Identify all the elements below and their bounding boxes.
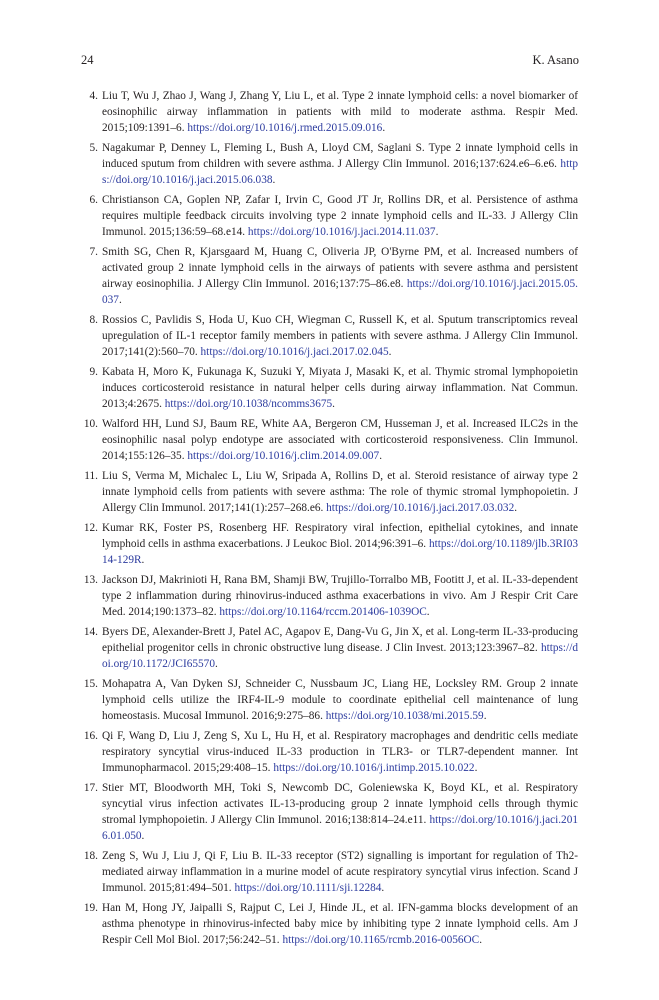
reference-end: . xyxy=(381,882,385,894)
reference-end: . xyxy=(332,398,335,410)
reference-number: 15. xyxy=(83,678,98,690)
running-header xyxy=(81,52,579,68)
reference-end: . xyxy=(435,226,439,238)
reference-item xyxy=(81,364,578,412)
reference-number: 17. xyxy=(83,782,98,794)
reference-item xyxy=(81,416,578,464)
reference-number: 8. xyxy=(89,314,98,326)
reference-end: . xyxy=(474,762,478,774)
reference-end: . xyxy=(141,554,145,566)
doi-link[interactable]: https://doi.org/10.1111/sji.12284 xyxy=(234,882,382,894)
doi-link[interactable]: https://doi.org/10.1016/j.jaci.2017.03.032 xyxy=(326,502,515,514)
reference-item xyxy=(81,244,578,308)
reference-text: Smith SG, Chen R, Kjarsgaard M, Huang C, Oliveria JP, O'Byrne PM, et al. Increased numbers of activated group 2 innate lymphoid cells in the airways of patients with severe asthma and persistent airway eosinophilia. J Allergy Clin Immunol. 2016;137:75–86.e8. xyxy=(102,246,578,290)
reference-end: . xyxy=(483,710,487,722)
reference-number: 12. xyxy=(83,522,98,534)
doi-link[interactable]: https://doi.org/10.1016/j.intimp.2015.10.022 xyxy=(273,762,475,774)
reference-text: Zeng S, Wu J, Liu J, Qi F, Liu B. IL-33 receptor (ST2) signalling is important for regulation of Th2-mediated airway inflammation in a murine model of acute respiratory syncytial virus infection. Scand J Immunol. 2015;81:494–501. xyxy=(102,850,578,894)
reference-number: 9. xyxy=(89,366,98,378)
reference-text: Liu T, Wu J, Zhao J, Wang J, Zhang Y, Liu L, et al. Type 2 innate lymphoid cells: a novel biomarker of eosinophilic airway inflammation in patients with mild to moderate asthma. Respir Med. 2015;109:1391–6. xyxy=(102,90,578,134)
doi-link[interactable]: https://doi.org/10.1164/rccm.201406-1039OC xyxy=(219,606,427,618)
reference-item xyxy=(81,848,578,896)
reference-number: 18. xyxy=(83,850,98,862)
reference-end: . xyxy=(379,450,383,462)
reference-number: 5. xyxy=(89,142,98,154)
reference-end: . xyxy=(426,606,430,618)
reference-number: 10. xyxy=(83,418,98,430)
doi-link[interactable]: https://doi.org/10.1016/j.rmed.2015.09.016 xyxy=(187,122,383,134)
reference-item xyxy=(81,88,578,136)
reference-end: . xyxy=(514,502,518,514)
reference-text: Rossios C, Pavlidis S, Hoda U, Kuo CH, Wiegman C, Russell K, et al. Sputum transcriptomics reveal upregulation of IL-1 receptor family members in patients with severe asthma. J Allergy Clin Immunol. 2017;141(2):560–70. xyxy=(102,314,578,358)
reference-number: 14. xyxy=(83,626,98,638)
reference-end: . xyxy=(141,830,145,842)
reference-item xyxy=(81,676,578,724)
doi-link[interactable]: https://doi.org/10.1016/j.clim.2014.09.007 xyxy=(187,450,380,462)
reference-number: 7. xyxy=(89,246,98,258)
reference-text: Nagakumar P, Denney L, Fleming L, Bush A, Lloyd CM, Saglani S. Type 2 innate lymphoid cells in induced sputum from children with severe asthma. J Allergy Clin Immunol. 2016;137:624.e6–6.e6. xyxy=(102,142,578,170)
reference-number: 6. xyxy=(89,194,98,206)
reference-item xyxy=(81,900,578,948)
reference-item xyxy=(81,624,578,672)
running-author: K. Asano xyxy=(532,53,579,67)
reference-end: . xyxy=(214,658,218,670)
reference-item xyxy=(81,140,578,188)
reference-item xyxy=(81,780,578,844)
reference-number: 19. xyxy=(83,902,98,914)
reference-text: Han M, Hong JY, Jaipalli S, Rajput C, Lei J, Hinde JL, et al. IFN-gamma blocks development of an asthma phenotype in rhinovirus-infected baby mice by inhibiting type 2 innate lymphoid cells. Am J Respir Cell Mol Biol. 2017;56:242–51. xyxy=(102,902,578,946)
doi-link[interactable]: https://doi.org/10.1016/j.jaci.2016.01.050 xyxy=(102,814,578,842)
doi-link[interactable]: https://doi.org/10.1016/j.jaci.2014.11.037 xyxy=(247,226,436,238)
doi-link[interactable]: https://doi.org/10.1016/j.jaci.2015.05.037 xyxy=(102,278,578,306)
reference-end: . xyxy=(382,122,386,134)
reference-item xyxy=(81,572,578,620)
doi-link[interactable]: https://doi.org/10.1172/JCI65570 xyxy=(102,642,578,670)
doi-link[interactable]: https://doi.org/10.1189/jlb.3RI0314-129R xyxy=(102,538,579,566)
reference-item xyxy=(81,312,578,360)
reference-text: Kumar RK, Foster PS, Rosenberg HF. Respiratory viral infection, epithelial cytokines, and innate lymphoid cells in asthma exacerbations. J Leukoc Biol. 2014;96:391–6. xyxy=(102,522,578,550)
reference-item xyxy=(81,192,578,240)
reference-number: 16. xyxy=(83,730,98,742)
reference-item xyxy=(81,520,578,568)
doi-link[interactable]: https://doi.org/10.1016/j.jaci.2017.02.045 xyxy=(200,346,389,358)
reference-text: Jackson DJ, Makrinioti H, Rana BM, Shamji BW, Trujillo-Torralbo MB, Footitt J, et al. IL-33-dependent type 2 inflammation during rhinovirus-induced asthma exacerbations in vivo. Am J Respir Crit Care Med. 2014;190:1373–82. xyxy=(102,574,578,618)
reference-text: Byers DE, Alexander-Brett J, Patel AC, Agapov E, Dang-Vu G, Jin X, et al. Long-term IL-33-producing epithelial progenitor cells in chronic obstructive lung disease. J Clin Invest. 2013;123:3967–82. xyxy=(102,626,578,654)
reference-text: Stier MT, Bloodworth MH, Toki S, Newcomb DC, Goleniewska K, Boyd KL, et al. Respiratory syncytial virus infection activates IL-13-producing group 2 innate lymphoid cells through thymic stromal lymphopoietin. J Allergy Clin Immunol. 2016;138:814–24.e11. xyxy=(102,782,578,826)
reference-item xyxy=(81,728,578,776)
reference-number: 11. xyxy=(84,470,98,482)
doi-link[interactable]: https://doi.org/10.1038/ncomms3675 xyxy=(164,398,333,410)
reference-text: Walford HH, Lund SJ, Baum RE, White AA, Bergeron CM, Husseman J, et al. Increased ILC2s in the eosinophilic nasal polyp endotype are associated with corticosteroid responsiveness. Clin Immunol. 2014;155:126–35. xyxy=(102,418,578,462)
reference-text: Christianson CA, Goplen NP, Zafar I, Irvin C, Good JT Jr, Rollins DR, et al. Persistence of asthma requires multiple feedback circuits involving type 2 innate lymphoid cells and IL-33. J Allergy Clin Immunol. 2015;136:59–68.e14. xyxy=(102,194,578,238)
reference-text: Qi F, Wang D, Liu J, Zeng S, Xu L, Hu H, et al. Respiratory macrophages and dendritic cells mediate respiratory syncytial virus-induced IL-33 production in TLR3- or TLR7-dependent manner. Int Immunopharmacol. 2015;29:408–15. xyxy=(102,730,578,774)
reference-list xyxy=(81,88,578,952)
reference-end: . xyxy=(272,174,276,186)
reference-end: . xyxy=(118,294,122,306)
reference-text: Mohapatra A, Van Dyken SJ, Schneider C, Nussbaum JC, Liang HE, Locksley RM. Group 2 innate lymphoid cells utilize the IRF4-IL-9 module to coordinate epithelial cell maintenance of lung homeostasis. Mucosal Immunol. 2016;9:275–86. xyxy=(102,678,578,722)
doi-link[interactable]: https://doi.org/10.1016/j.jaci.2015.06.038 xyxy=(102,158,578,186)
page-number: 24 xyxy=(81,53,94,67)
reference-end: . xyxy=(479,934,483,946)
reference-item xyxy=(81,468,578,516)
doi-link[interactable]: https://doi.org/10.1038/mi.2015.59 xyxy=(325,710,484,722)
reference-text: Kabata H, Moro K, Fukunaga K, Suzuki Y, Miyata J, Masaki K, et al. Thymic stromal lymphopoietin induces corticosteroid resistance in natural helper cells during airway inflammation. Nat Commun. 2013;4:2675. xyxy=(102,366,578,410)
reference-number: 13. xyxy=(83,574,98,586)
reference-end: . xyxy=(388,346,392,358)
reference-number: 4. xyxy=(89,90,98,102)
reference-text: Liu S, Verma M, Michalec L, Liu W, Sripada A, Rollins D, et al. Steroid resistance of airway type 2 innate lymphoid cells from patients with severe asthma: The role of thymic stromal lymphopoietin. J Allergy Clin Immunol. 2017;141(1):257–268.e6. xyxy=(102,470,578,514)
doi-link[interactable]: https://doi.org/10.1165/rcmb.2016-0056OC xyxy=(282,934,480,946)
